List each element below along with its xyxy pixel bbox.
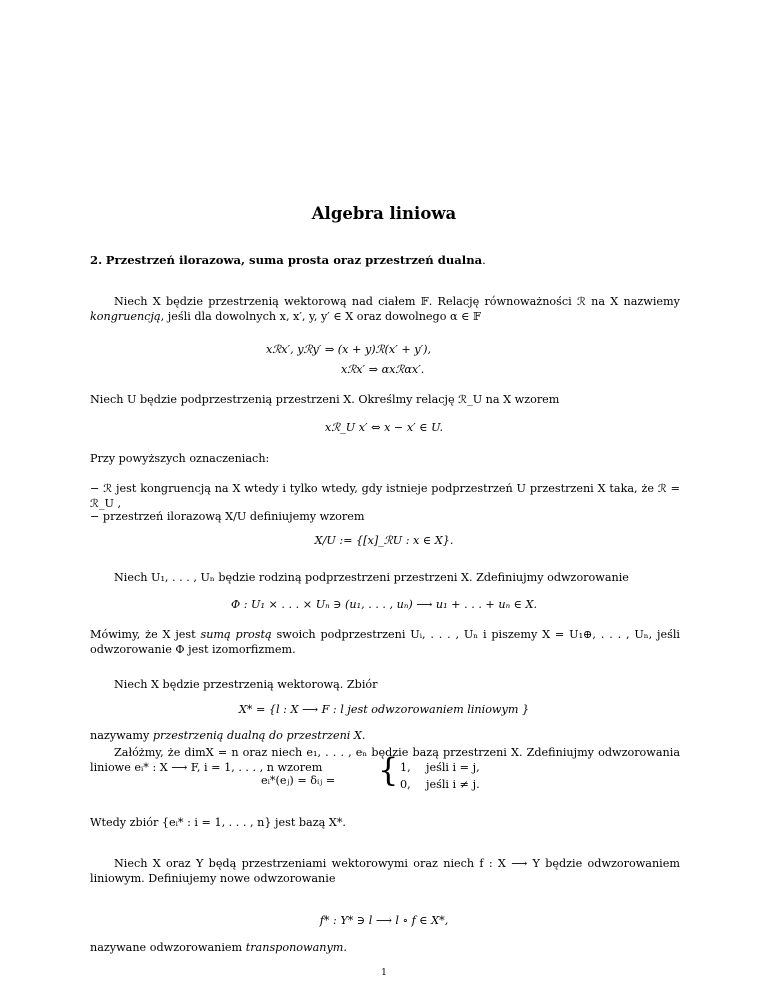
case-row-2-condition: jeśli i ≠ j.	[426, 778, 480, 791]
p5-term: sumą prostą	[200, 628, 272, 641]
section-heading	[90, 253, 486, 269]
section-title: Przestrzeń ilorazowa, suma prosta oraz przestrzeń dualna	[105, 253, 483, 267]
equation-transpose: f* : Y* ∋ l ⟶ l ∘ f ∈ X*,	[319, 914, 449, 927]
p11-term: transponowanym	[245, 941, 344, 954]
paragraph-transponowane	[90, 940, 680, 955]
paragraph-odwzorowanie: Niech X oraz Y będą przestrzeniami wektorowymi oraz niech f : X ⟶ Y będzie odwzorowaniem liniowym. Definiujemy nowe odwzorowanie	[90, 857, 680, 886]
equation-quotient-space: X/U := {[x]_ℛU : x ∈ X}.	[314, 534, 454, 547]
case-row-2-value: 0,	[400, 778, 411, 791]
p1-text-b: , jeśli dla dowolnych x, x′, y, y′ ∈ X oraz dowolnego α ∈ 𝔽	[160, 310, 481, 324]
document-title: Algebra liniowa	[311, 204, 457, 223]
p1-text-a: Niech X będzie przestrzenią wektorową nad ciałem 𝔽. Relację równoważności ℛ na X nazwiemy	[114, 295, 680, 308]
equation-kronecker-lhs: eᵢ*(eⱼ) = δᵢⱼ =	[261, 774, 336, 787]
p7-text-b: .	[361, 729, 366, 742]
paragraph-wtedy: Wtedy zbiór {eᵢ* : i = 1, . . . , n} jest bazą X*.	[90, 816, 346, 829]
list-item-ilorazowa: − przestrzeń ilorazową X/U definiujemy wzorem	[90, 510, 365, 523]
equation-congruence-sum: xℛx′, yℛy′ ⇒ (x + y)ℛ(x′ + y′),	[266, 343, 432, 356]
paragraph-kongruencja	[90, 294, 680, 324]
paragraph-zbior: Niech X będzie przestrzenią wektorową. Zbiór	[114, 678, 378, 691]
paragraph-dualna	[90, 728, 680, 743]
case-row-1-value: 1,	[400, 761, 411, 774]
paragraph-oznaczenia: Przy powyższych oznaczeniach:	[90, 452, 270, 465]
case-row-1-condition: jeśli i = j,	[426, 761, 480, 774]
p11-text-a: nazywane odwzorowaniem	[90, 941, 246, 954]
p1-term: kongruencją	[90, 310, 161, 324]
page-number: 1	[381, 968, 387, 978]
section-heading-end: .	[482, 253, 486, 267]
paragraph-relacja: Niech U będzie podprzestrzenią przestrzeni X. Określmy relację ℛ_U na X wzorem	[90, 393, 560, 406]
p11-text-b: .	[343, 941, 347, 954]
equation-congruence-scalar: xℛx′ ⇒ αxℛαx′.	[341, 363, 425, 376]
p7-text-a: nazywamy	[90, 729, 153, 742]
equation-phi: Φ : U₁ × . . . × Uₙ ∋ (u₁, . . . , uₙ) ⟶ u₁ + . . . + uₙ ∈ X.	[230, 598, 538, 611]
section-number: 2.	[90, 253, 103, 267]
list-item-kongruencja: − ℛ jest kongruencją na X wtedy i tylko wtedy, gdy istnieje podprzestrzeń U przestrzeni X taka, że ℛ = ℛ_U ,	[90, 482, 680, 511]
brace-icon: {	[378, 751, 399, 789]
p7-term: przestrzenią dualną do przestrzeni X	[152, 729, 362, 742]
equation-relation-u: xℛ_U x′ ⇔ x − x′ ∈ U.	[324, 421, 444, 434]
p5-text-b: swoich podprzestrzeni Uᵢ, . . . , Uₙ i piszemy X = U₁⊕, . . . , Uₙ, jeśli odwzorowanie Φ jest izomorfizmem.	[90, 628, 681, 657]
paragraph-rodzina: Niech U₁, . . . , Uₙ będzie rodziną podprzestrzeni przestrzeni X. Zdefiniujmy odwzorowanie	[114, 571, 629, 584]
paragraph-suma-prosta	[90, 627, 680, 657]
equation-dual-space: X* = {l : X ⟶ F : l jest odwzorowaniem liniowym }	[238, 703, 530, 716]
p5-text-a: Mówimy, że X jest	[90, 628, 201, 641]
paragraph-baza: Załóżmy, że dimX = n oraz niech e₁, . . . , eₙ będzie bazą przestrzeni X. Zdefiniujmy odwzorowania liniowe eᵢ* : X ⟶ F, i = 1, . . . , n wzorem	[90, 746, 680, 775]
